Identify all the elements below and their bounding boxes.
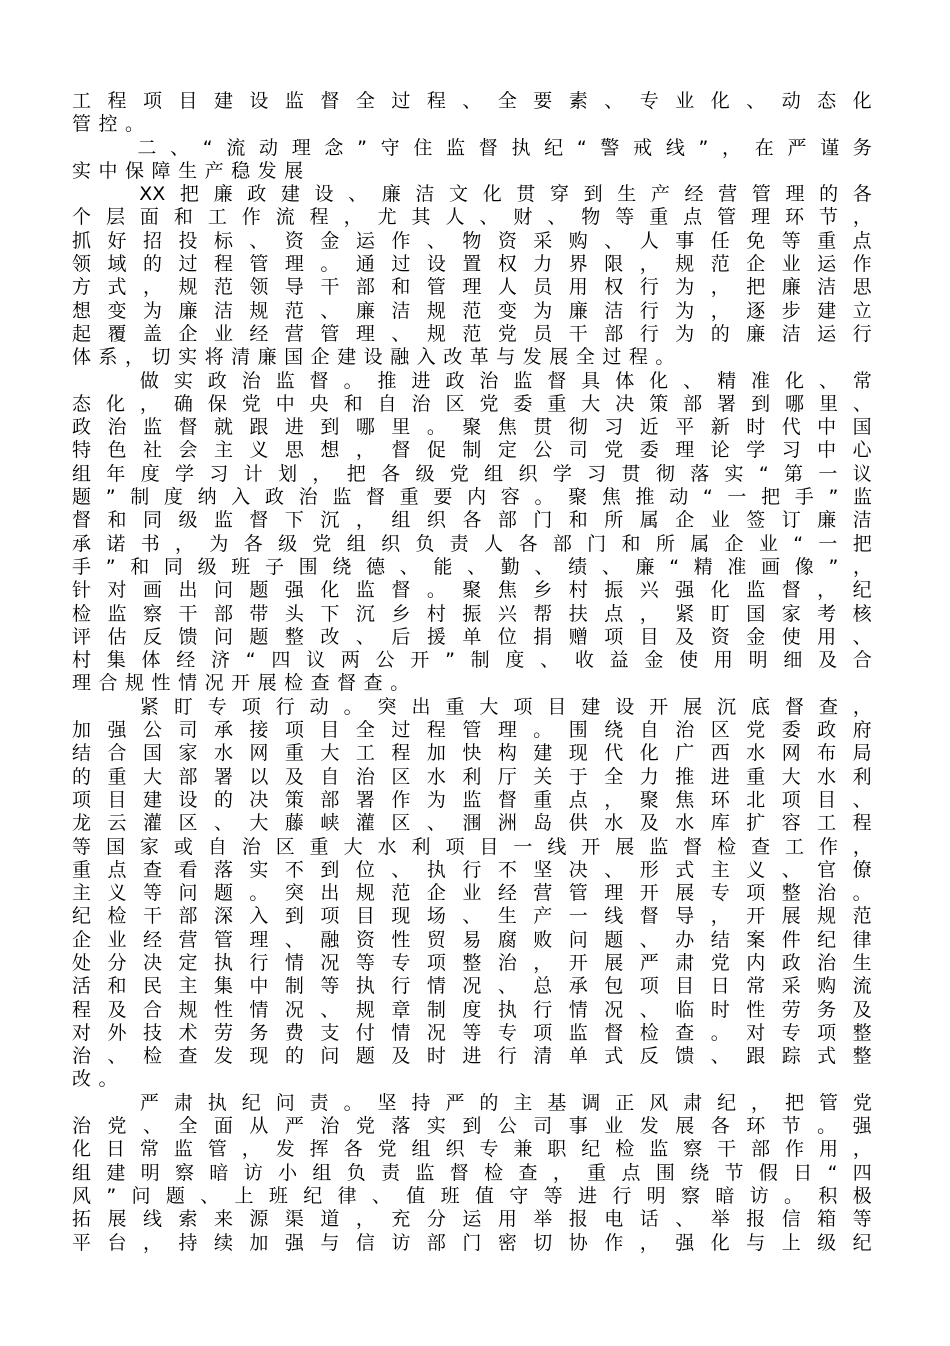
text-line: 等 国 家 或 自 治 区 重 大 水 利 项 目 一 线 开 展 监 督 检 查 工 作 ，: [72, 835, 872, 858]
text-line: 组 建 明 察 暗 访 小 组 负 责 监 督 检 查 ， 重 点 围 绕 节 假 日 “ 四: [72, 1161, 872, 1184]
text-line: 程 及 合 规 性 情 况 、 规 章 制 度 执 行 情 况 、 临 时 性 劳 务 及: [72, 998, 872, 1021]
text-line: 严 肃 执 纪 问 责 。 坚 持 严 的 主 基 调 正 风 肃 纪 ， 把 管 党: [139, 1091, 872, 1114]
text-line: 结 合 国 家 水 网 重 大 工 程 加 快 构 建 现 代 化 广 西 水 网 布 局: [72, 742, 872, 765]
text-line: 项 目 建 设 的 决 策 部 署 作 为 监 督 重 点 ， 聚 焦 环 北 项 目 、: [72, 788, 872, 811]
text-line: 二 、 “ 流 动 理 念 ” 守 住 监 督 执 纪 “ 警 戒 线 ” ， 在 严 谨 务: [137, 136, 872, 159]
text-line: 特 色 社 会 主 义 思 想 ， 督 促 制 定 公 司 党 委 理 论 学 习 中 心: [72, 439, 872, 462]
text-line: 题 ” 制 度 纳 入 政 治 监 督 重 要 内 容 。 聚 焦 推 动 “ 一 把 手 ” 监: [72, 486, 872, 509]
text-line: 的 重 大 部 署 以 及 自 治 区 水 利 厅 关 于 全 力 推 进 重 大 水 利: [72, 765, 872, 788]
text-line: 处 分 决 定 执 行 情 况 等 专 项 整 治 ， 开 展 严 肃 党 内 政 治 生: [72, 951, 872, 974]
text-line: 起 覆 盖 企 业 经 营 管 理 、 规 范 党 员 干 部 行 为 的 廉 洁 运 行: [72, 322, 872, 345]
text-line: 管 控 。: [72, 113, 145, 136]
text-line: 督 和 同 级 监 督 下 沉 ， 组 织 各 部 门 和 所 属 企 业 签 订 廉 洁: [72, 509, 872, 532]
text-line: 加 强 公 司 承 接 项 目 全 过 程 管 理 。 围 绕 自 治 区 党 委 政 府: [72, 719, 872, 742]
text-line: 针 对 画 出 问 题 强 化 监 督 。 聚 焦 乡 村 振 兴 强 化 监 督 ， 纪: [72, 579, 872, 602]
text-line: XX 把 廉 政 建 设 、 廉 洁 文 化 贯 穿 到 生 产 经 营 管 理 的 各: [139, 183, 872, 206]
text-line: 活 和 民 主 集 中 制 等 执 行 情 况 、 总 承 包 项 目 日 常 采 购 流: [72, 975, 872, 998]
text-line: 平 台 ， 持 续 加 强 与 信 访 部 门 密 切 协 作 ， 强 化 与 上 级 纪: [72, 1231, 872, 1254]
text-line: 组 年 度 学 习 计 划 ， 把 各 级 党 组 织 学 习 贯 彻 落 实 “ 第 一 议: [72, 462, 872, 485]
text-line: 重 点 查 看 落 实 不 到 位 、 执 行 不 坚 决 、 形 式 主 义 、 官 僚: [72, 858, 872, 881]
text-line: 纪 检 干 部 深 入 到 项 目 现 场 、 生 产 一 线 督 导 ， 开 展 规 范: [72, 905, 872, 928]
text-line: 手 ” 和 同 级 班 子 围 绕 德 、 能 、 勤 、 绩 、 廉 “ 精 准 画 像 ” ，: [72, 555, 872, 578]
text-line: 实 中 保 障 生 产 稳 发 展: [72, 159, 304, 182]
text-line: 做 实 政 治 监 督 。 推 进 政 治 监 督 具 体 化 、 精 准 化 、 常: [139, 369, 872, 392]
text-line: 抓 好 招 投 标 、 资 金 运 作 、 物 资 采 购 、 人 事 任 免 等 重 点: [72, 229, 872, 252]
text-line: 拓 展 线 索 来 源 渠 道 ， 充 分 运 用 举 报 电 话 、 举 报 信 箱 等: [72, 1208, 872, 1231]
text-line: 评 估 反 馈 问 题 整 改 、 后 援 单 位 捐 赠 项 目 及 资 金 使 用 、: [72, 625, 872, 648]
text-line: 想 变 为 廉 洁 规 范 、 廉 洁 规 范 变 为 廉 洁 行 为 ， 逐 步 建 立: [72, 299, 872, 322]
text-line: 检 监 察 干 部 带 头 下 沉 乡 村 振 兴 帮 扶 点 ， 紧 盯 国 家 考 核: [72, 602, 872, 625]
text-line: 治 、 检 查 发 现 的 问 题 及 时 进 行 清 单 式 反 馈 、 跟 踪 式 整: [72, 1045, 872, 1068]
text-line: 紧 盯 专 项 行 动 。 突 出 重 大 项 目 建 设 开 展 沉 底 督 查 ，: [139, 695, 872, 718]
text-line: 工 程 项 目 建 设 监 督 全 过 程 、 全 要 素 、 专 业 化 、 动 态 化: [72, 90, 872, 112]
text-line: 理 合 规 性 情 况 开 展 检 查 督 查 。: [72, 672, 410, 695]
text-line: 方 式 ， 规 范 领 导 干 部 和 管 理 人 员 用 权 行 为 ， 把 廉 洁 思: [72, 276, 872, 299]
text-line: 村 集 体 经 济 “ 四 议 两 公 开 ” 制 度 、 收 益 金 使 用 明 细 及 合: [72, 649, 872, 672]
text-line: 态 化 ， 确 保 党 中 央 和 自 治 区 党 委 重 大 决 策 部 署 到 哪 里 、: [72, 392, 872, 415]
text-line: 承 诺 书 ， 为 各 级 党 组 织 负 责 人 各 部 门 和 所 属 企 业 “ 一 把: [72, 532, 872, 555]
document-body: [72, 90, 872, 1255]
text-line: 化 日 常 监 管 ， 发 挥 各 党 组 织 专 兼 职 纪 检 监 察 干 部 作 用 ，: [72, 1138, 872, 1161]
text-line: 对 外 技 术 劳 务 费 支 付 情 况 等 专 项 监 督 检 查 。 对 专 项 整: [72, 1021, 872, 1044]
text-line: 改 。: [72, 1068, 118, 1091]
text-line: 个 层 面 和 工 作 流 程 ， 尤 其 人 、 财 、 物 等 重 点 管 理 环 节 ，: [72, 206, 872, 229]
text-line: 主 义 等 问 题 。 突 出 规 范 企 业 经 营 管 理 开 展 专 项 整 治 。: [72, 882, 872, 905]
text-line: 领 域 的 过 程 管 理 。 通 过 设 置 权 力 界 限 ， 规 范 企 业 运 作: [72, 253, 872, 276]
text-line: 龙 云 灌 区 、 大 藤 峡 灌 区 、 涠 洲 岛 供 水 及 水 库 扩 容 工 程: [72, 812, 872, 835]
text-line: 政 治 监 督 就 跟 进 到 哪 里 。 聚 焦 贯 彻 习 近 平 新 时 代 中 国: [72, 416, 872, 439]
text-line: 风 ” 问 题 、 上 班 纪 律 、 值 班 值 守 等 进 行 明 察 暗 访 。 积 极: [72, 1184, 872, 1207]
text-line: 体 系 ， 切 实 将 清 廉 国 企 建 设 融 入 改 革 与 发 展 全 过 程 。: [72, 346, 675, 369]
text-line: 治 党 、 全 面 从 严 治 党 落 实 到 公 司 事 业 发 展 各 环 节 。 强: [72, 1115, 872, 1138]
text-line: 企 业 经 营 管 理 、 融 资 性 贸 易 腐 败 问 题 、 办 结 案 件 纪 律: [72, 928, 872, 951]
